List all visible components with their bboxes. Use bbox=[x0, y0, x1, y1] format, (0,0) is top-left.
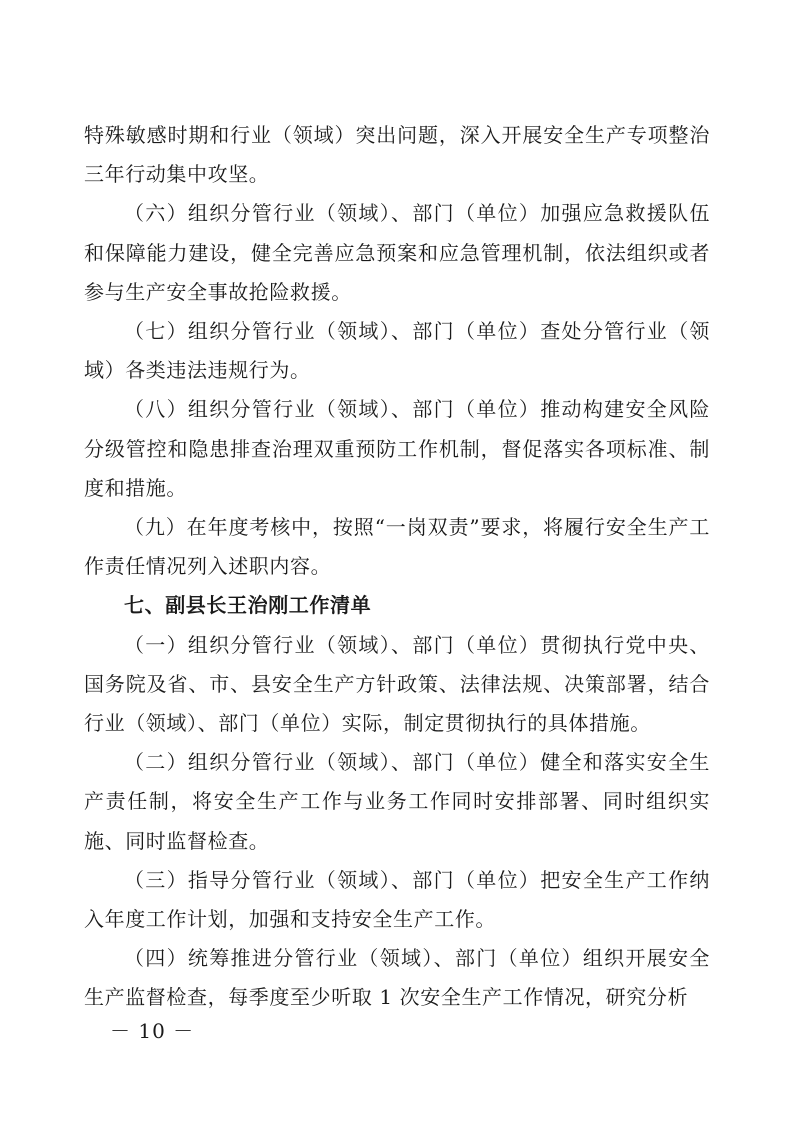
paragraph-item-7: （七）组织分管行业（领域）、部门（单位）查处分管行业（领域）各类违法违规行为。 bbox=[84, 319, 710, 383]
paragraph-item-1: （一）组织分管行业（领域）、部门（单位）贯彻执行党中央、国务院及省、市、县安全生产方针政策、法律法规、决策部署，结合行业（领域）、部门（单位）实际，制定贯彻执行的具体措施。 bbox=[84, 632, 710, 736]
paragraph-item-6: （六）组织分管行业（领域）、部门（单位）加强应急救援队伍和保障能力建设，健全完善应急预案和应急管理机制，依法组织或者参与生产安全事故抢险救援。 bbox=[84, 201, 710, 304]
paragraph-item-2: （二）组织分管行业（领域）、部门（单位）健全和落实安全生产责任制，将安全生产工作与业务工作同时安排部署、同时组织实施、同时监督检查。 bbox=[84, 750, 710, 853]
section-heading: 七、副县长王治刚工作清单 bbox=[124, 593, 372, 618]
document-body bbox=[84, 116, 710, 1018]
paragraph-item-9: （九）在年度考核中，按照“一岗双责”要求，将履行安全生产工作责任情况列入述职内容。 bbox=[84, 515, 710, 579]
paragraph-item-8: （八）组织分管行业（领域）、部门（单位）推动构建安全风险分级管控和隐患排查治理双重预防工作机制，督促落实各项标准、制度和措施。 bbox=[84, 397, 710, 500]
page-number: － 10 － bbox=[110, 1019, 195, 1043]
paragraph-item-4: （四）统筹推进分管行业（领域）、部门（单位）组织开展安全生产监督检查，每季度至少听取 1 次安全生产工作情况，研究分析 bbox=[84, 946, 710, 1010]
paragraph-item-3: （三）指导分管行业（领域）、部门（单位）把安全生产工作纳入年度工作计划，加强和支持安全生产工作。 bbox=[84, 867, 710, 932]
paragraph-continued: 特殊敏感时期和行业（领域）突出问题，深入开展安全生产专项整治三年行动集中攻坚。 bbox=[84, 123, 710, 187]
